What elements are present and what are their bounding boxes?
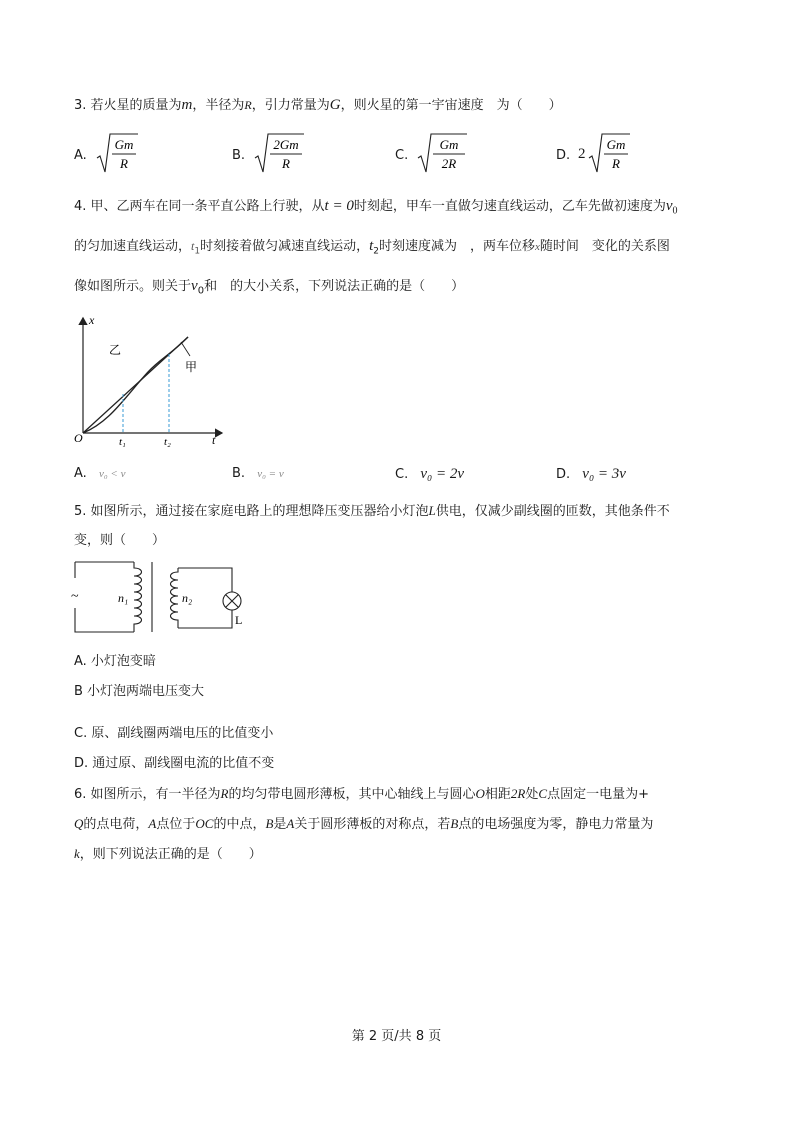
q4-var-v0-2-sub: 0 (197, 285, 205, 297)
q4-line-1 (74, 196, 678, 222)
q5-option-b: B 小灯泡两端电压变大 (74, 684, 205, 699)
q5-option-c: C. 原、副线圈两端电压的比值变小 (74, 726, 274, 741)
secondary-top-wire (178, 568, 232, 592)
q4-option-a (74, 466, 125, 481)
q6-var-Q: Q (74, 816, 84, 831)
q4-position-time-graph (70, 312, 230, 448)
graph-yi-label: 乙 (109, 343, 122, 357)
q6-text-1a: 6. 如图所示，有一半径为 (74, 787, 221, 802)
q3-option-numerator: Gm (439, 137, 459, 152)
q3-option-label: B. (232, 148, 246, 163)
q3-option-numerator: Gm (606, 137, 626, 152)
q3-option-radical (96, 132, 140, 176)
q3-option-radical (254, 132, 306, 176)
q6-line-2 (74, 814, 653, 835)
primary-bottom-wire (75, 608, 134, 632)
q3-stem (74, 95, 562, 116)
q3-stem-text-c: ，引力常量为 (251, 98, 330, 113)
q5-text-1a: 5. 如图所示，通过接在家庭电路上的理想降压变压器给小灯泡 (74, 504, 429, 519)
q6-var-B-2: B (450, 816, 459, 831)
q3-stem-text-a: 3. 若火星的质量为 (74, 98, 182, 113)
q6-var-O: O (475, 786, 485, 801)
q6-var-A: A (148, 816, 157, 831)
q4-text-2c: 时刻速度减为 ，两车位移 (379, 239, 536, 254)
q4-option-d (556, 466, 626, 483)
q6-var-k: k (74, 846, 80, 861)
q4-option-label: C. (395, 467, 413, 482)
q3-stem-text-d: ，则火星的第一宇宙速度 为（ ） (340, 98, 562, 113)
q6-text-2a: 的点电荷， (83, 817, 149, 832)
q5-var-L: L (428, 503, 436, 518)
q5-line-2: 变，则（ ） (74, 533, 166, 548)
q3-var-R: R (244, 98, 252, 112)
q4-var-t1: t (191, 239, 195, 253)
q3-option-denominator: 2R (441, 156, 457, 171)
q4-option-formula: v₀ < v (98, 468, 126, 480)
q3-option-label: C. (395, 148, 409, 163)
q6-line-1 (74, 784, 649, 805)
q6-text-1e: 点固定一电量为+ (547, 787, 649, 802)
q3-stem-text-b: ，半径为 (192, 98, 245, 113)
q3-option-radical (588, 132, 632, 176)
q3-option-label: D. (556, 148, 571, 163)
q6-var-OC: OC (195, 816, 214, 831)
q6-text-1d: 处 (525, 787, 539, 802)
graph-x-label: t (212, 433, 216, 447)
q4-var-t0: t = 0 (324, 198, 354, 214)
graph-t1-label: t₁ (119, 436, 126, 448)
q5-option-d: D. 通过原、副线圈电流的比值不变 (74, 756, 275, 771)
q3-option-denominator: R (120, 156, 128, 171)
graph-origin-label: O (74, 431, 83, 445)
q4-option-formula: v₀ = 2v (420, 466, 464, 482)
q6-text-2d: 是 (273, 817, 287, 832)
q4-option-b (232, 466, 284, 481)
q4-text-3a: 像如图所示。则关于 (74, 279, 192, 294)
q6-line-3 (74, 844, 262, 865)
q4-option-label: D. (556, 467, 575, 482)
q4-var-v0: v (665, 198, 673, 214)
page-footer: 第 2 页/共 8 页 (351, 1029, 442, 1044)
lamp-label: L (235, 613, 243, 627)
q6-var-2R: 2R (510, 786, 526, 801)
q6-var-B: B (265, 816, 274, 831)
q3-var-m: m (181, 97, 193, 113)
q3-var-G: G (329, 97, 341, 113)
q4-var-x: x (535, 241, 540, 253)
graph-jia-label: 甲 (185, 360, 198, 374)
q4-var-v0-2: v (191, 278, 198, 294)
q5-line-1 (74, 501, 670, 522)
q5-transformer-circuit (70, 556, 250, 636)
q5-option-a: A. 小灯泡变暗 (74, 654, 156, 669)
q3-option-denominator: R (612, 156, 620, 171)
graph-jia-pointer (181, 342, 190, 356)
ac-source-icon: ~ (71, 589, 79, 604)
q6-text-1b: 的均匀带电圆形薄板，其中心轴线上与圆心 (228, 787, 476, 802)
graph-y-label: x (89, 313, 95, 327)
q6-var-R: R (220, 786, 229, 801)
secondary-bottom-wire (178, 610, 232, 628)
q4-var-t2-sub: 2 (373, 246, 380, 257)
q4-option-formula: v₀ = 3v (582, 466, 626, 482)
q3-option-label: A. (74, 148, 87, 163)
q5-text-1b: 供电，仅减少副线圈的匝数，其他条件不 (435, 504, 670, 519)
primary-coil (134, 562, 142, 632)
q4-var-v0-sub: 0 (672, 205, 678, 217)
n1-label: n₁ (118, 591, 129, 605)
q6-var-A-2: A (286, 816, 295, 831)
q3-option-coef: 2 (578, 146, 586, 162)
q4-line-2 (74, 236, 670, 262)
q4-option-c (395, 466, 464, 483)
q4-option-label: B. (232, 466, 250, 481)
q6-text-2e: 关于圆形薄板的对称点，若 (294, 817, 451, 832)
q6-var-C: C (538, 786, 548, 801)
q6-text-3a: ，则下列说法正确的是（ ） (79, 847, 262, 862)
q6-text-2f: 点的电场强度为零，静电力常量为 (458, 817, 654, 832)
q6-text-2c: 的中点， (213, 817, 266, 832)
q4-text-1a: 4. 甲、乙两车在同一条平直公路上行驶，从 (74, 199, 325, 214)
secondary-coil (171, 568, 179, 628)
q3-option-denominator: R (282, 156, 290, 171)
q4-text-2b: 时刻接着做匀减速直线运动， (200, 239, 370, 254)
q4-option-formula: v₀ = v (257, 468, 284, 480)
graph-t2-label: t₂ (164, 436, 171, 448)
q4-text-3b: 和 的大小关系，下列说法正确的是（ ） (204, 279, 465, 294)
q4-var-t2: t (369, 238, 374, 254)
q4-text-1b: 时刻起，甲车一直做匀速直线运动，乙车先做初速度为 (353, 199, 666, 214)
q4-line-3 (74, 276, 464, 302)
q6-text-1c: 相距 (484, 787, 511, 802)
n2-label: n₂ (182, 591, 193, 605)
q4-option-label: A. (74, 466, 91, 481)
q3-option-radical (417, 132, 469, 176)
q6-text-2b: 点位于 (156, 817, 196, 832)
q4-var-t1-sub: 1 (194, 246, 201, 257)
q3-option-numerator: Gm (114, 137, 134, 152)
q4-text-2d: 随时间 变化的关系图 (539, 239, 670, 254)
q3-option-numerator: 2Gm (273, 137, 299, 152)
q4-text-2a: 的匀加速直线运动， (74, 239, 192, 254)
